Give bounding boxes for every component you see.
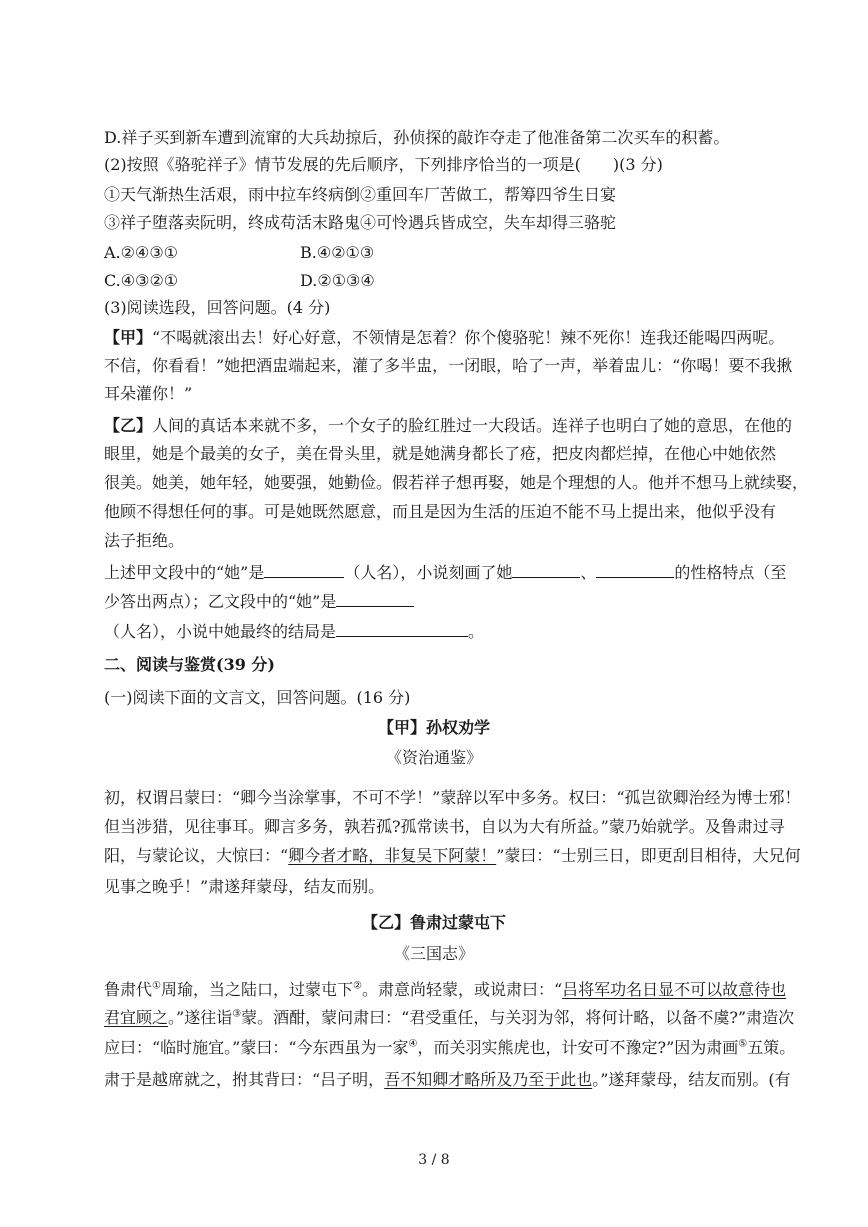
underlined-sentence-2a: 吕将军功名日显不可以故意待也	[562, 980, 787, 999]
classical-yi-1a: 鲁肃代	[104, 980, 153, 999]
option-a: A.②④③①	[104, 243, 179, 262]
option-c: C.④③②①	[104, 271, 179, 290]
fill-text-1b: （人名），小说刻画了她	[344, 563, 513, 582]
passage-jia-line-2: 不信，你看看！”她把酒盅端起来，灌了多半盅，一闭眼，哈了一声，举着盅儿：“你喝！要不我揪	[104, 356, 793, 375]
option-d: D.②①③④	[300, 271, 375, 290]
passage-title-yi: 【乙】鲁肃过蒙屯下	[361, 913, 506, 932]
page-number: 3 / 8	[418, 1152, 450, 1168]
fill-text-1a: 上述甲文段中的“她”是	[104, 563, 265, 582]
classical-yi-2a: 。”遂往诣	[168, 1008, 233, 1027]
options-row-ab	[104, 243, 764, 263]
classical-yi-3a: 应曰：“临时施宜。”蒙曰：“今东西虽为一家	[104, 1038, 409, 1057]
answer-blank-trait-1[interactable]	[512, 561, 580, 578]
classical-yi-1b: 周瑜，当之陆口，过蒙屯下	[160, 980, 353, 999]
fill-question-line-1	[104, 561, 787, 583]
classical-jia-3b: ”蒙曰：“士别三日，即更刮目相待，大兄何	[496, 846, 801, 865]
options-row-cd	[104, 271, 764, 291]
classical-yi-4a: 肃于是越席就之，拊其背曰：“吕子明，	[104, 1070, 385, 1089]
footnote-marker-1: ①	[152, 980, 161, 992]
classical-yi-3b: ，而关羽实熊虎也，计安可不豫定?”因为肃画	[417, 1038, 739, 1057]
classical-yi-line-2	[104, 1008, 795, 1028]
section-2-heading: 二、阅读与鉴赏(39 分)	[104, 655, 275, 674]
passage-yi-text-1: 人间的真话本来就不多，一个女子的脸红胜过一大段话。连祥子也明白了她的意思，在他的	[152, 416, 793, 435]
footnote-marker-3: ③	[232, 1008, 242, 1020]
answer-blank-name-2[interactable]	[336, 590, 414, 607]
fill-text-3b: 。	[468, 622, 485, 641]
fill-question-line-3	[104, 620, 764, 642]
classical-jia-line-3	[104, 846, 801, 866]
answer-blank-name-1[interactable]	[264, 561, 344, 578]
footnote-marker-2: ②	[353, 980, 362, 992]
fill-text-3a: （人名），小说中她最终的结局是	[104, 622, 337, 641]
answer-blank-trait-2[interactable]	[596, 561, 674, 578]
passage-title-jia: 【甲】孙权劝学	[377, 718, 490, 737]
passage-source-jia: 《资治通鉴》	[385, 748, 482, 767]
classical-yi-1c: 。肃意尚轻蒙，或说肃曰：“	[361, 980, 563, 999]
passage-jia-tag: 【甲】	[104, 328, 153, 347]
passage-yi-line-1	[104, 416, 793, 436]
underlined-sentence-2b: 君宜顾之	[104, 1008, 169, 1027]
classical-jia-3a: 阳，与蒙论议，大惊曰：“	[104, 846, 289, 865]
footnote-marker-4: ④	[408, 1038, 418, 1050]
classical-yi-4b: 。”遂拜蒙母，结友而别。(有	[592, 1070, 791, 1089]
passage-source-yi: 《三国志》	[393, 944, 474, 963]
classical-yi-2b: 蒙。酒酣，蒙问肃曰：“君受重任，与关羽为邻，将何计略，以备不虞?”肃造次	[241, 1008, 795, 1027]
passage-jia-text-1: “不喝就滚出去！好心好意，不领情是怎着？你个傻骆驼！辣不死你！连我还能喝四两呢。	[152, 328, 785, 347]
underlined-sentence-1: 卿今者才略，非复吴下阿蒙！	[288, 846, 497, 865]
fill-text-2a: 少答出两点）；乙文段中的“她”是	[104, 592, 337, 611]
answer-blank-ending[interactable]	[336, 620, 468, 637]
passage-jia-line-3: 耳朵灌你！”	[104, 384, 193, 403]
classical-yi-line-3	[104, 1038, 796, 1058]
option-b: B.④②①③	[300, 243, 375, 262]
passage-yi-line-2: 眼里，她是个最美的女子，美在骨头里，就是她满身都长了疮，把皮肉都烂掉，在他心中她依然	[104, 444, 777, 463]
passage-jia-line-1	[104, 328, 785, 348]
classical-jia-line-1: 初，权谓吕蒙曰：“卿今当涂掌事，不可不学！”蒙辞以军中多务。权曰：“孤岂欲卿治经为博士邪！	[104, 788, 801, 807]
classical-yi-line-4	[104, 1070, 791, 1090]
passage-yi-line-4: 他顾不得想任何的事。可是她既然愿意，而且是因为生活的压迫不能不马上提出来，他似乎没有	[104, 502, 777, 521]
underlined-sentence-3: 吾不知卿才略所及乃至于此也	[384, 1070, 593, 1089]
footnote-marker-5: ⑤	[738, 1038, 748, 1050]
classical-jia-line-2: 但当涉猎，见往事耳。卿言多务，孰若孤?孤常读书，自以为大有所益。”蒙乃始就学。及鲁肃过寻	[104, 817, 785, 836]
fill-text-1d: 的性格特点（至	[674, 563, 787, 582]
classical-yi-line-1	[104, 980, 787, 1000]
question-3-stem: (3)阅读选段，回答问题。(4 分)	[104, 298, 331, 317]
classical-jia-line-4: 见事之晚乎！”肃遂拜蒙母，结友而别。	[104, 877, 385, 896]
fill-question-line-2	[104, 590, 764, 612]
fill-text-1c: 、	[580, 563, 597, 582]
question-2-stem: (2)按照《骆驼祥子》情节发展的先后顺序，下列排序恰当的一项是( )(3 分)	[104, 155, 663, 174]
passage-yi-line-5: 法子拒绝。	[104, 531, 185, 550]
plot-items-1-2: ①天气渐热生活艰，雨中拉车终病倒②重回车厂苦做工，帮筹四爷生日宴	[104, 185, 617, 204]
subsection-1-heading: (一)阅读下面的文言文，回答问题。(16 分)	[104, 688, 411, 707]
plot-items-3-4: ③祥子堕落卖阮明，终成苟活末路鬼④可怜遇兵皆成空，失车却得三骆驼	[104, 213, 617, 232]
classical-yi-3c: 五策。	[747, 1038, 796, 1057]
passage-yi-line-3: 很美。她美，她年轻，她要强，她勤俭。假若祥子想再娶，她是个理想的人。他并不想马上就续娶，	[104, 473, 809, 492]
option-d-line: D.祥子买到新车遭到流窜的大兵劫掠后，孙侦探的敲诈夺走了他准备第二次买车的积蓄。	[104, 128, 730, 147]
passage-yi-tag: 【乙】	[104, 416, 153, 435]
